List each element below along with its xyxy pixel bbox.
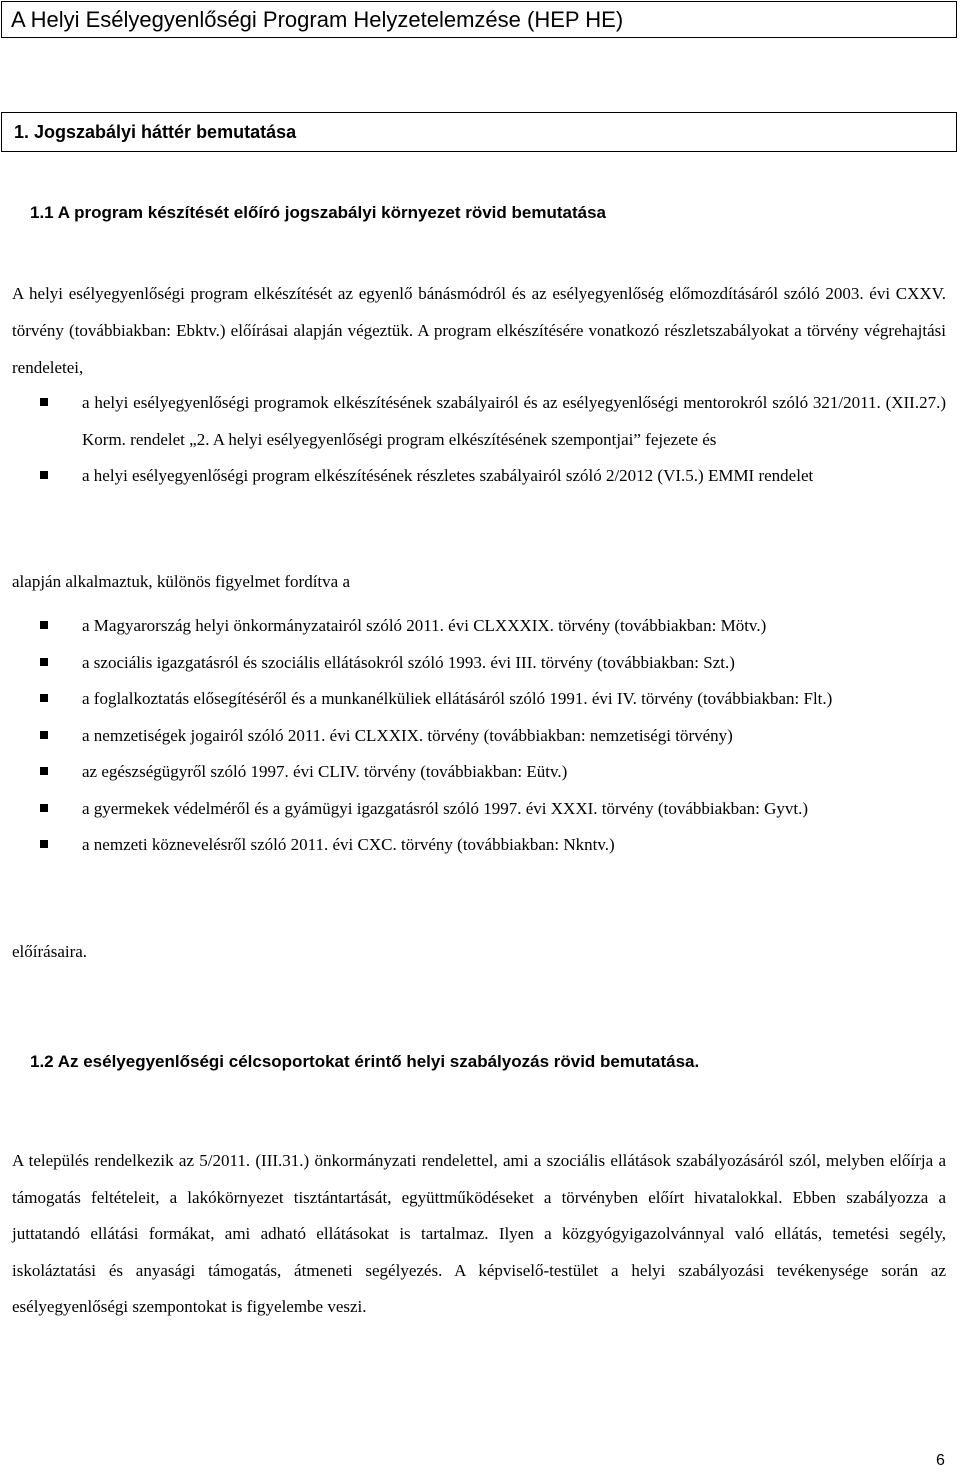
list-item-text: a nemzeti köznevelésről szóló 2011. évi CXC. törvény (továbbiakban: Nkntv.)	[82, 835, 615, 854]
intro-paragraph: A helyi esélyegyenlőségi program elkészítését az egyenlő bánásmódról és az esélyegyenlőség előmozdításáról szóló 2003. évi CXXV. törvény (továbbiakban: Ebktv.) előírásai alapján végeztük. A program elkészítésére vonatkozó részletszabályokat a törvény végrehajtási rendeletei,	[12, 284, 946, 377]
square-bullet-icon	[40, 621, 48, 629]
list-item-text: a helyi esélyegyenlőségi programok elkészítésének szabályairól és az esélyegyenlőségi mentorokról szóló 321/2011. (XII.27.) Korm. rendelet „2. A helyi esélyegyenlőségi program elkészítésének szempontjai” fejezete és	[82, 393, 946, 449]
regulation-list-2	[0, 608, 960, 864]
list-item	[0, 754, 946, 791]
list-item	[0, 827, 946, 864]
list-item-text: a gyermekek védelméről és a gyámügyi igazgatásról szóló 1997. évi XXXI. törvény (továbbiakban: Gyvt.)	[82, 798, 809, 818]
closing-text: előírásaira.	[12, 942, 88, 961]
list-item-text: a nemzetiségek jogairól szóló 2011. évi CLXXIX. törvény (továbbiakban: nemzetiségi törvény)	[82, 725, 733, 745]
square-bullet-icon	[40, 767, 48, 775]
regulation-list-1	[0, 385, 960, 495]
list-item	[0, 608, 946, 645]
list-item-text: a Magyarország helyi önkormányzatairól szóló 2011. évi CLXXXIX. törvény (továbbiakban: Mötv.)	[82, 616, 767, 635]
list-item-text: az egészségügyről szóló 1997. évi CLIV. törvény (továbbiakban: Eütv.)	[82, 762, 568, 781]
square-bullet-icon	[40, 840, 48, 848]
section-1-2-paragraph: A település rendelkezik az 5/2011. (III.31.) önkormányzati rendelettel, ami a szociális ellátások szabályozásáról szól, melyben előírja a támogatás feltételeit, a lakókörnyezet tisztántartását, együttműködéseket a törvényben előírt hivatalokkal. Ebben szabályozza a juttatandó ellátási formákat, ami adható ellátásokat is tartalmaz. Ilyen a közgyógyigazolvánnyal való ellátás, temetési segély, iskoláztatási és anyasági támogatás, átmeneti segélyezés. A képviselő-testület a helyi szabályozási tevékenysége során az esélyegyenlőségi szempontokat is figyelembe veszi.	[12, 1151, 946, 1316]
square-bullet-icon	[40, 471, 48, 479]
square-bullet-icon	[40, 398, 48, 406]
square-bullet-icon	[40, 804, 48, 812]
square-bullet-icon	[40, 731, 48, 739]
list-item	[0, 681, 946, 718]
lead-text: alapján alkalmaztuk, különös figyelmet fordítva a	[12, 572, 350, 591]
list-item	[0, 791, 946, 828]
section-1-heading: 1. Jogszabályi háttér bemutatása	[1, 112, 957, 152]
document-title: A Helyi Esélyegyenlőségi Program Helyzetelemzése (HEP HE)	[1, 1, 957, 38]
page-number: 6	[936, 1452, 945, 1469]
list-item	[0, 718, 946, 755]
section-1-2-heading: 1.2 Az esélyegyenlőségi célcsoportokat érintő helyi szabályozás rövid bemutatása.	[30, 1052, 700, 1071]
square-bullet-icon	[40, 694, 48, 702]
list-item-text: a foglalkoztatás elősegítéséről és a munkanélküliek ellátásáról szóló 1991. évi IV. törvény (továbbiakban: Flt.)	[82, 689, 833, 708]
list-item	[0, 458, 946, 495]
square-bullet-icon	[40, 658, 48, 666]
section-1-1-heading: 1.1 A program készítését előíró jogszabályi környezet rövid bemutatása	[30, 203, 606, 222]
list-item	[0, 385, 946, 458]
list-item-text: a szociális igazgatásról és szociális ellátásokról szóló 1993. évi III. törvény (továbbiakban: Szt.)	[82, 652, 735, 672]
list-item	[0, 645, 946, 682]
list-item-text: a helyi esélyegyenlőségi program elkészítésének részletes szabályairól szóló 2/2012 (VI.5.) EMMI rendelet	[82, 466, 814, 485]
